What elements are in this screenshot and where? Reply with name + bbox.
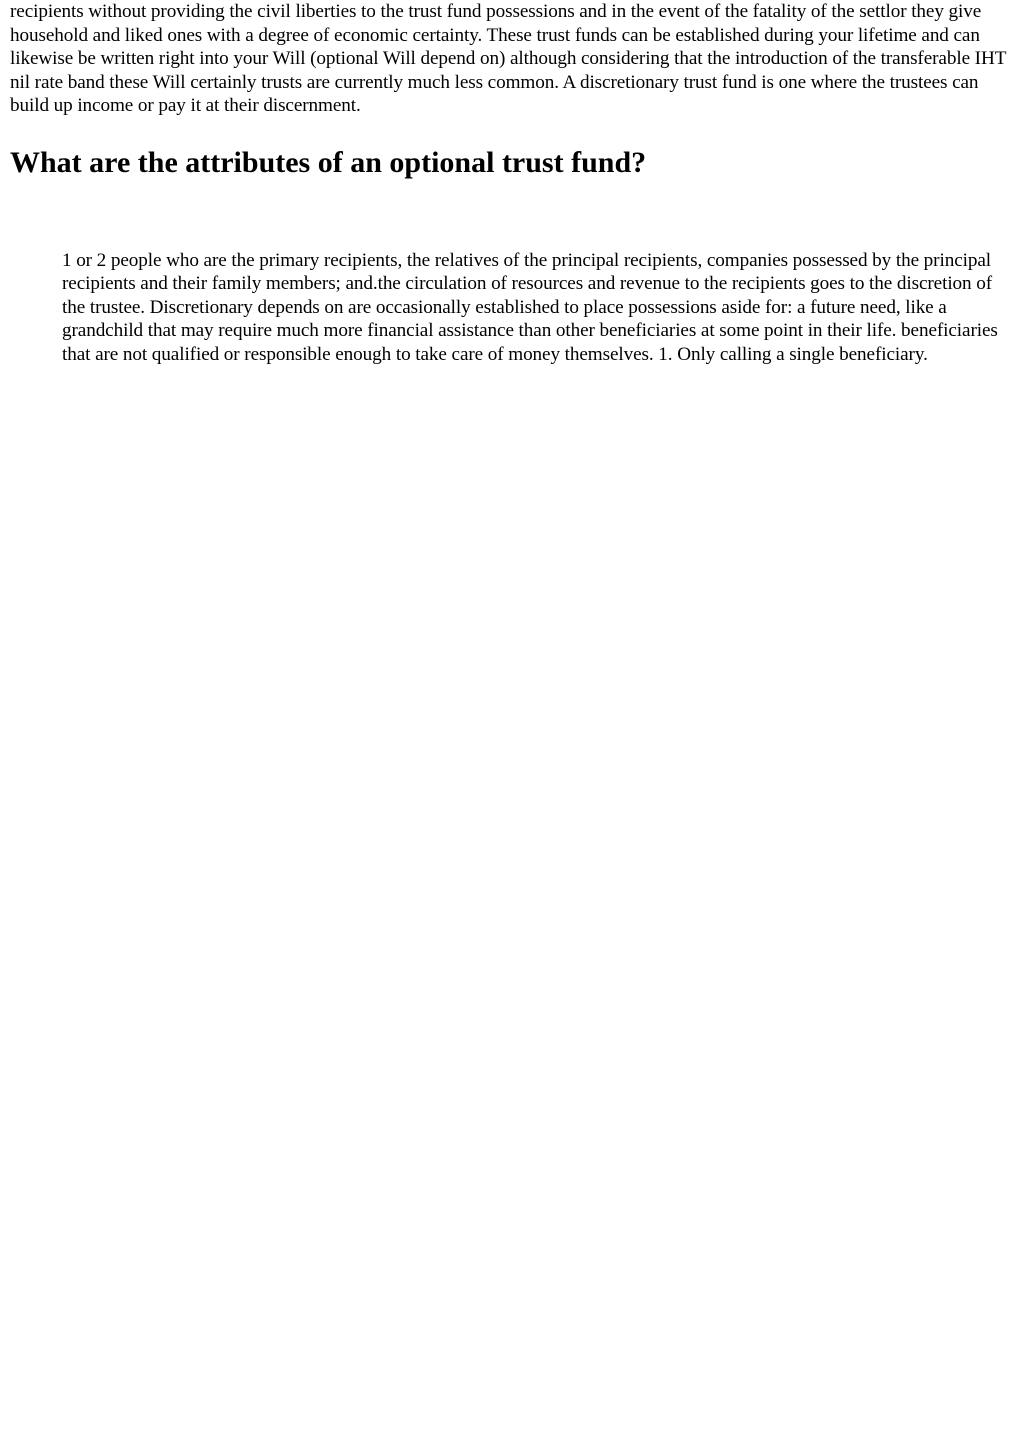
quote-paragraph: 1 or 2 people who are the primary recipients, the relatives of the principal recipients, companies possessed by the principal recipients and their family members; and.the circulation of resources and revenue to the recipients goes to the discretion of the trustee. Discretionary depends on are occasionally established to place possessions aside for: a future need, like a grandchild that may require much more financial assistance than other beneficiaries at some point in their life. beneficiaries that are not qualified or responsible enough to take care of money themselves. 1. Only calling a single beneficiary.	[62, 249, 998, 365]
article-body	[10, 0, 1014, 366]
intro-paragraph: recipients without providing the civil liberties to the trust fund possessions and in the event of the fatality of the settlor they give household and liked ones with a degree of economic certainty. These trust funds can be established during your lifetime and can likewise be written right into your Will (optional Will depend on) although considering that the introduction of the transferable IHT nil rate band these Will certainly trusts are currently much less common. A discretionary trust fund is one where the trustees can build up income or pay it at their discernment.	[10, 1, 1007, 116]
section-heading: What are the attributes of an optional trust fund?	[10, 145, 647, 179]
blockquote	[62, 249, 1012, 367]
